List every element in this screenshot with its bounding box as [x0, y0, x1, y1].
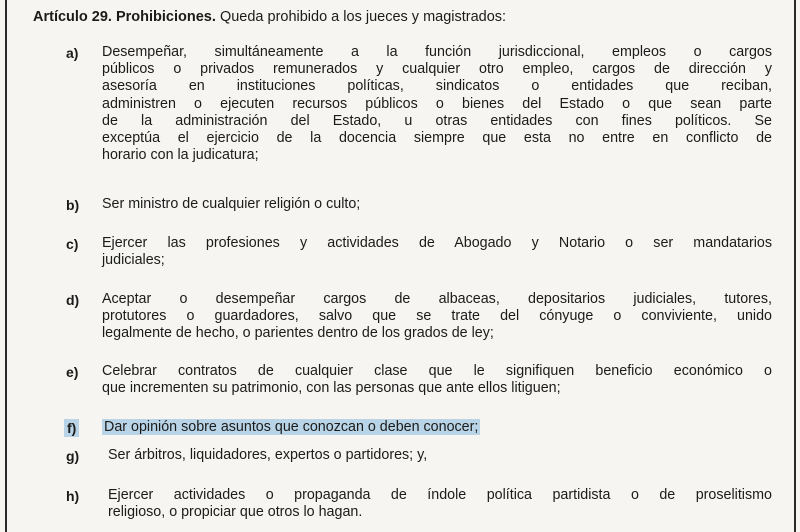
text-line: Aceptar o desempeñar cargos de albaceas, depositarios judiciales, tutores,: [102, 291, 772, 307]
item-text: [102, 291, 772, 343]
item-marker: b): [66, 197, 80, 213]
text-line: Ejercer actividades o propaganda de índole política partidista o de proselitismo: [108, 487, 772, 503]
text-highlight: Dar opinión sobre asuntos que conozcan o deben conocer;: [104, 419, 479, 435]
text-line: asesoría en instituciones políticas, sindicatos o entidades que reciban,: [102, 78, 772, 95]
item-text: [108, 487, 772, 521]
item-marker: h): [66, 488, 80, 504]
text-line: de la administración del Estado, u otras entidades con fines políticos. Se: [102, 112, 772, 129]
item-marker: d): [66, 292, 80, 308]
article-title: Artículo 29. Prohibiciones.: [33, 9, 216, 25]
article-intro: Queda prohibido a los jueces y magistrados:: [219, 9, 507, 25]
text-line: Ser ministro de cualquier religión o culto;: [102, 196, 361, 212]
item-marker: a): [66, 45, 79, 61]
item-text: [102, 419, 772, 436]
text-line: que incrementen su patrimonio, con las personas que ante ellos litiguen;: [102, 380, 561, 397]
text-line: exceptúa el ejercicio de la docencia siempre que esta no entre en conflicto de: [102, 130, 772, 147]
item-marker: c): [66, 236, 79, 252]
text-line: legalmente de hecho, o parientes dentro de los grados de ley;: [102, 325, 494, 342]
page-border-right: [794, 0, 796, 532]
item-marker: e): [66, 364, 79, 380]
item-text: [108, 447, 778, 464]
item-text: [102, 196, 772, 213]
item-text: [102, 363, 772, 397]
text-line: [102, 419, 772, 436]
text-line: protutores o guardadores, salvo que se trate del cónyuge o conviviente, unido: [102, 308, 772, 325]
text-line: Celebrar contratos de cualquier clase que le signifiquen beneficio económico o: [102, 363, 772, 379]
text-line: Ser árbitros, liquidadores, expertos o partidores; y,: [108, 447, 428, 463]
text-line: Ejercer las profesiones y actividades de Abogado y Notario o ser mandatarios: [102, 235, 772, 251]
item-marker: f): [64, 419, 79, 437]
item-text: [102, 235, 772, 269]
page-border-left: [5, 0, 7, 532]
text-line: horario con la judicatura;: [102, 147, 259, 164]
text-line: Desempeñar, simultáneamente a la función jurisdiccional, empleos o cargos: [102, 44, 772, 60]
article-heading: [33, 8, 773, 26]
text-line: públicos o privados remunerados y cualquier otro empleo, cargos de dirección y: [102, 61, 772, 78]
item-text: [102, 44, 772, 164]
item-marker: g): [66, 448, 80, 464]
text-line: administren o ejecuten recursos públicos o bienes del Estado o que sean parte: [102, 95, 772, 112]
text-line: judiciales;: [102, 252, 165, 269]
text-line: religioso, o propiciar que otros lo hagan.: [108, 504, 363, 521]
